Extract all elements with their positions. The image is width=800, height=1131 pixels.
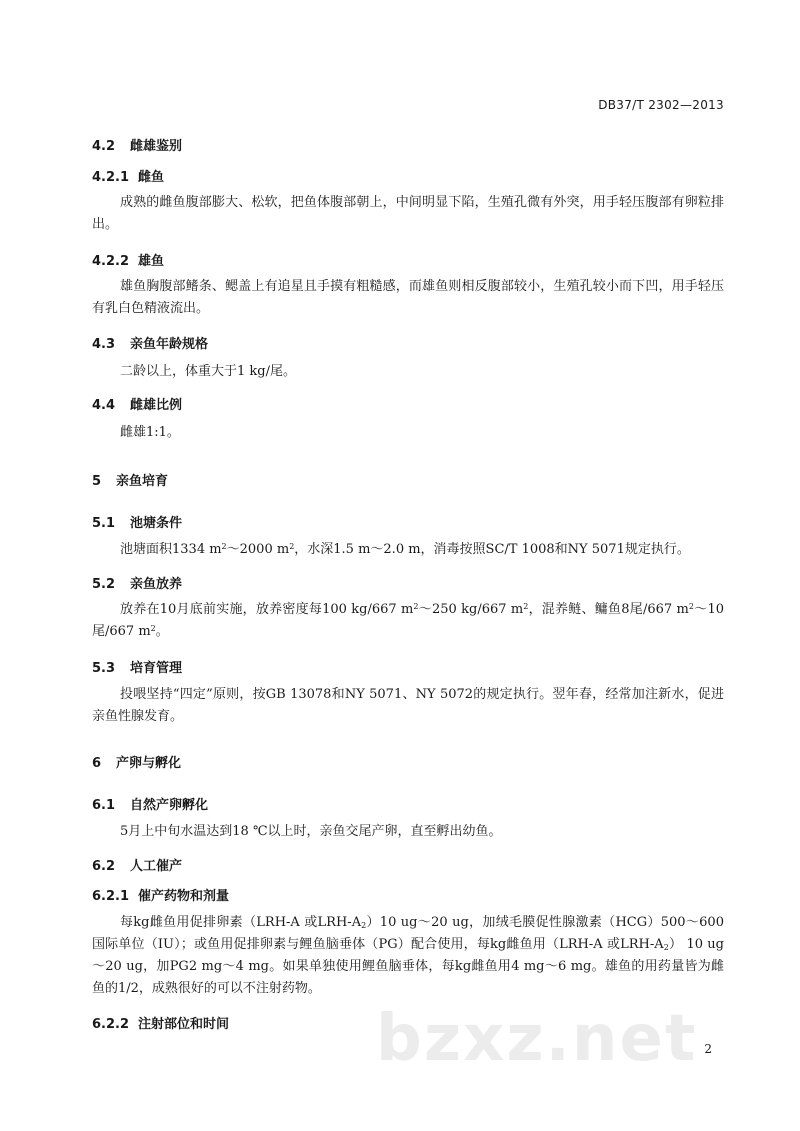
paragraph-4-3: 二龄以上，体重大于1 kg/尾。: [120, 364, 296, 379]
heading-6: 6 产卵与孵化: [92, 756, 182, 771]
paragraph-4-2-2: 雄鱼胸腹部鳍条、鳃盖上有追星且手摸有粗糙感，而雄鱼则相反腹部较小，生殖孔较小而下凹，用手轻压有乳白色精液流出。: [92, 279, 724, 316]
heading-5-2: 5.2 亲鱼放养: [92, 577, 183, 592]
heading-5-1: 5.1 池塘条件: [92, 516, 183, 531]
paragraph-6-1: 5月上中旬水温达到18 ℃以上时，亲鱼交尾产卵，直至孵出幼鱼。: [120, 824, 502, 839]
heading-6-2-1: 6.2.1 催产药物和剂量: [92, 889, 230, 904]
paragraph-5-2: 放养在10月底前实施，放养密度每100 kg/667 $m^2\sim 250$ kg/667 $m^2$，混养鲢、鳙鱼8尾/667 $m^2\sim 10$尾/667 $m^2$。: [92, 602, 724, 639]
heading-4-2-2: 4.2.2 雄鱼: [92, 254, 165, 269]
heading-6-1: 6.1 自然产卵孵化: [92, 798, 209, 813]
watermark: bzxz.net: [376, 1002, 698, 1076]
document-number: DB37/T 2302—2013: [598, 98, 724, 112]
page-number: 2: [704, 1042, 712, 1056]
heading-4-2-1: 4.2.1 雌鱼: [92, 170, 165, 185]
heading-4-4: 4.4 雌雄比例: [92, 398, 183, 413]
paragraph-4-4: 雌雄1:1。: [120, 425, 180, 440]
heading-5: 5 亲鱼培育: [92, 474, 169, 489]
heading-6-2: 6.2 人工催产: [92, 859, 183, 874]
paragraph-6-2-1: 每kg雌鱼用促排卵素（LRH-A 或LRH-$A_2)10$ ug～20 ug，加绒毛膜促性腺激素（HCG）500～600国际单位（IU）；或鱼用促排卵素与鲤鱼脑垂体（PG）配合使用，每kg雌鱼用（LRH-A 或LRH-$A_2$） 10 ug～20 ug，加PG2 mg～4 mg。如果单独使用鲤鱼脑垂体，每kg雌鱼用4 mg～6 mg。雄鱼的用药量皆为雌鱼的1/2，成熟很好的可以不注射药物。: [92, 915, 724, 996]
paragraph-4-2-1: 成熟的雌鱼腹部膨大、松软，把鱼体腹部朝上，中间明显下陷，生殖孔微有外突，用手轻压腹部有卵粒排出。: [92, 195, 724, 232]
heading-6-2-2: 6.2.2 注射部位和时间: [92, 1017, 230, 1032]
paragraph-5-3: 投喂坚持“四定”原则，按GB 13078和NY 5071、NY 5072的规定执行。翌年春，经常加注新水，促进亲鱼性腺发育。: [92, 687, 724, 724]
paragraph-5-1: 池塘面积1334 $m^2\sim 2000$ $m^2$，水深1.5 m～2.0 m，消毒按照SC/T 1008和NY 5071规定执行。: [120, 542, 690, 557]
heading-5-3: 5.3 培育管理: [92, 661, 183, 676]
heading-4-3: 4.3 亲鱼年龄规格: [92, 337, 209, 352]
heading-4-2: 4.2 雌雄鉴别: [92, 139, 183, 154]
